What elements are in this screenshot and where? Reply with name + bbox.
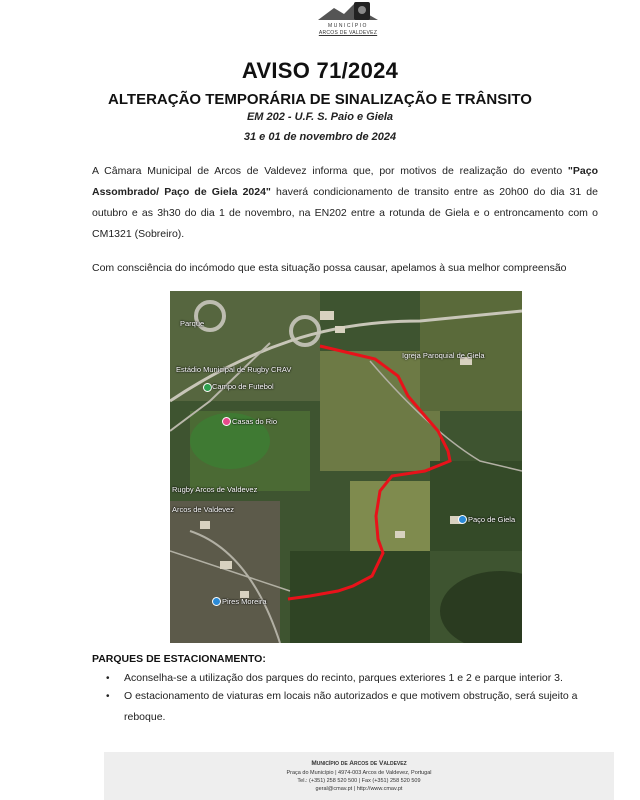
parking-item-1: Aconselha-se a utilização dos parques do recinto, parques exteriores 1 e 2 e parque interior 3. — [124, 672, 563, 684]
casas-pin-icon — [222, 417, 231, 426]
parking-heading: PARQUES DE ESTACIONAMENTO: — [92, 653, 266, 665]
map-label-arcos: Arcos de Valdevez — [172, 505, 234, 514]
event-name: "Paço Assombrado/ Paço de Giela 2024" — [92, 165, 598, 198]
parking-item-2: O estacionamento de viaturas em locais não autorizados e que motivem obstrução, será sujeito a reboque. — [124, 690, 578, 723]
map-label-pires: Pires Moreira — [222, 597, 267, 606]
logo-text-municipio: MUNICÍPIO — [328, 23, 368, 29]
logo-text-arcos: ARCOS DE VALDEVEZ — [318, 30, 378, 36]
notice-title: AVISO 71/2024 — [241, 58, 399, 83]
road-location: EM 202 - U.F. S. Paio e Giela — [246, 111, 394, 123]
notice-subtitle: ALTERAÇÃO TEMPORÁRIA DE SINALIZAÇÃO E TRÂNSITO — [108, 91, 532, 108]
notice-paragraph-1: A Câmara Municipal de Arcos de Valdevez informa que, por motivos de realização do evento "Paço Assombrado/ Paço de Giela 2024" haverá condicionamento de transito entre as 20h00 do dia 31 de outubro e as 3h30 do dia 1 de novembro, na EN202 entre a rotunda de Giela e o entroncamento com o CM1321 (Sobreiro). — [92, 165, 598, 240]
bullet-icon: • — [106, 673, 110, 684]
map-label-rugby: Rugby Arcos de Valdevez — [172, 485, 258, 494]
map-satellite-background — [170, 291, 522, 643]
footer-municipality-name: Município de Arcos de Valdevez — [311, 760, 407, 767]
footer-phone: Tel.: (+351) 258 520 500 | Fax (+351) 258 520 509 — [297, 778, 421, 784]
event-dates: 31 e 01 de novembro de 2024 — [243, 131, 397, 143]
pires-pin-icon — [212, 597, 221, 606]
route-map — [170, 291, 522, 643]
map-label-parque: Parque — [180, 319, 205, 328]
map-label-casas: Casas do Rio — [232, 417, 278, 426]
bullet-icon: • — [106, 691, 110, 702]
footer-address: Praça do Município | 4974-003 Arcos de Valdevez, Portugal — [286, 770, 432, 776]
paco-pin-icon — [458, 515, 467, 524]
municipality-logo — [308, 0, 388, 40]
stadium-pin-icon — [203, 383, 212, 392]
footer — [104, 752, 614, 800]
logo-emblem-icon — [314, 0, 382, 22]
footer-contacts: geral@cmav.pt | http://www.cmav.pt — [315, 786, 403, 792]
map-label-igreja: Igreja Paroquial de Giela — [402, 351, 485, 360]
map-label-paco: Paço de Giela — [468, 515, 516, 524]
notice-paragraph-2: Com consciência do incómodo que esta situação possa causar, apelamos à sua melhor compreensão — [92, 262, 567, 274]
map-label-estadio: Estádio Municipal de Rugby CRAV — [176, 365, 292, 374]
map-label-campo: Campo de Futebol — [212, 382, 274, 391]
